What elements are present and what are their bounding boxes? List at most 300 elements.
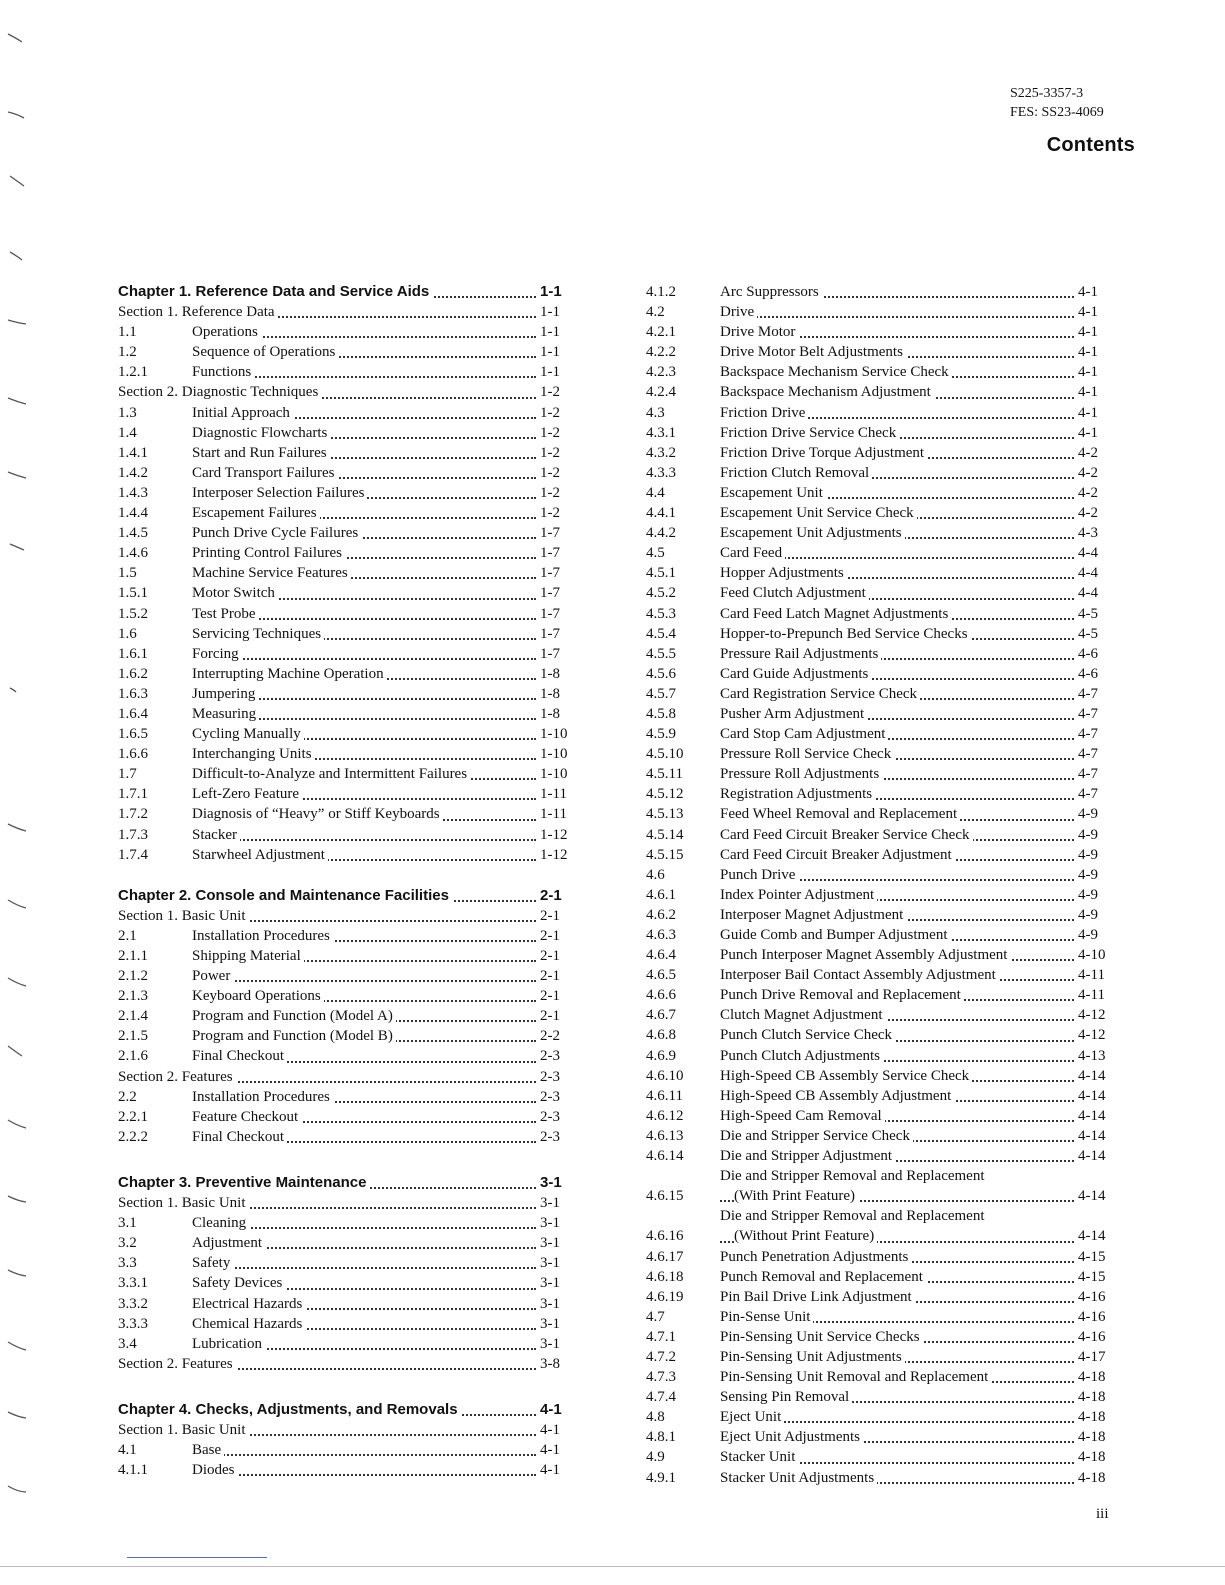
toc-entry-number: 4.5.15 (646, 846, 684, 863)
toc-entry[interactable] (646, 985, 1116, 1005)
toc-entry-page: 4-1 (540, 1462, 560, 1479)
toc-entry[interactable] (118, 664, 578, 684)
toc-entry-title: Diagnostic Flowcharts (192, 425, 330, 441)
toc-entry-number: 3.4 (118, 1335, 137, 1352)
toc-entry-title: Punch Drive (720, 867, 798, 883)
toc-spacer (118, 865, 578, 886)
toc-entry-page: 4-12 (1078, 1027, 1106, 1044)
toc-entry[interactable] (646, 905, 1116, 925)
toc-entry-page: 4-1 (1078, 364, 1098, 381)
binding-mark (8, 1046, 22, 1056)
toc-entry-number: 1.2.1 (118, 364, 148, 381)
toc-entry-title: Start and Run Failures (192, 445, 330, 461)
toc-entry-title: Card Stop Cam Adjustment (720, 726, 888, 742)
toc-entry-page: 4-14 (1078, 1188, 1106, 1205)
toc-entry[interactable] (646, 1468, 1116, 1488)
toc-entry[interactable] (646, 1407, 1116, 1427)
toc-entry-page: 3-1 (540, 1173, 562, 1191)
toc-entry[interactable] (118, 845, 578, 865)
toc-entry[interactable] (118, 1273, 578, 1293)
toc-entry-title: Clutch Magnet Adjustment (720, 1007, 886, 1023)
toc-entry-page: 2-1 (540, 988, 560, 1005)
toc-entry-page: 4-2 (1078, 484, 1098, 501)
toc-entry-page: 4-1 (1078, 304, 1098, 321)
toc-entry[interactable] (646, 1025, 1116, 1045)
toc-entry-page: 4-9 (1078, 846, 1098, 863)
toc-entry-title: Interposer Bail Contact Assembly Adjustment (720, 967, 999, 983)
toc-entry[interactable] (118, 784, 578, 804)
toc-entry-page: 1-12 (540, 826, 568, 843)
toc-entry-number: 1.3 (118, 404, 137, 421)
toc-entry-number: 4.5 (646, 545, 665, 562)
toc-entry-title: Section 1. Basic Unit (118, 908, 249, 924)
toc-entry[interactable] (118, 966, 578, 986)
toc-entry-title: Punch Removal and Replacement (720, 1269, 926, 1285)
toc-section-heading[interactable] (118, 1420, 578, 1440)
toc-entry[interactable] (646, 1427, 1116, 1447)
toc-entry-title: Power (192, 968, 233, 984)
toc-entry-number: 4.2.3 (646, 364, 676, 381)
toc-entry[interactable] (118, 423, 578, 443)
toc-entry[interactable] (118, 342, 578, 362)
toc-entry[interactable] (646, 1307, 1116, 1327)
toc-entry-number: 4.8 (646, 1409, 665, 1426)
toc-entry[interactable] (118, 1294, 578, 1314)
toc-entry-number: 4.3.3 (646, 464, 676, 481)
toc-entry-page: 4-18 (1078, 1429, 1106, 1446)
toc-entry[interactable] (118, 804, 578, 824)
binding-mark (8, 398, 26, 404)
toc-spacer (118, 1374, 578, 1400)
toc-entry[interactable] (646, 664, 1116, 684)
toc-entry-title: Final Checkout (192, 1129, 287, 1145)
toc-entry-title: Backspace Mechanism Adjustment (720, 384, 934, 400)
toc-entry[interactable] (646, 744, 1116, 764)
toc-entry-title: Card Feed (720, 545, 785, 561)
toc-entry-number: 4.6.17 (646, 1248, 684, 1265)
toc-entry-number: 1.6.6 (118, 746, 148, 763)
toc-entry[interactable] (646, 684, 1116, 704)
toc-section-heading[interactable] (118, 1193, 578, 1213)
toc-entry[interactable] (646, 965, 1116, 985)
toc-entry-page: 2-1 (540, 1008, 560, 1025)
toc-entry-number: 1.4.6 (118, 545, 148, 562)
toc-entry-title: Keyboard Operations (192, 988, 324, 1004)
toc-entry-title: Eject Unit (720, 1409, 784, 1425)
toc-entry-page: 4-15 (1078, 1268, 1106, 1285)
toc-entry-number: 4.5.6 (646, 665, 676, 682)
toc-entry-title: Index Pointer Adjustment (720, 887, 877, 903)
toc-entry-title: Pusher Arm Adjustment (720, 706, 867, 722)
toc-entry[interactable] (118, 1006, 578, 1026)
toc-entry-number: 4.6.14 (646, 1148, 684, 1165)
toc-entry-page: 1-2 (540, 444, 560, 461)
toc-entry[interactable] (118, 1314, 578, 1334)
toc-entry-page: 4-15 (1078, 1248, 1106, 1265)
toc-entry[interactable] (646, 282, 1116, 302)
toc-entry-number: 1.2 (118, 344, 137, 361)
toc-entry-title: Card Feed Circuit Breaker Service Check (720, 827, 973, 843)
toc-entry[interactable] (118, 543, 578, 563)
toc-entry-title: Die and Stripper Service Check (720, 1128, 913, 1144)
toc-entry-title: Punch Drive Removal and Replacement (720, 987, 964, 1003)
toc-entry[interactable] (646, 1146, 1116, 1166)
toc-entry[interactable] (646, 1287, 1116, 1307)
binding-mark (8, 320, 26, 324)
toc-entry-page: 2-1 (540, 948, 560, 964)
toc-entry[interactable] (646, 523, 1116, 543)
toc-entry-number: 4.7.2 (646, 1348, 676, 1365)
dot-leader (192, 980, 536, 982)
toc-entry-number: 4.5.2 (646, 585, 676, 602)
toc-entry[interactable] (646, 1447, 1116, 1467)
toc-entry[interactable] (118, 362, 578, 382)
toc-entry-title: Forcing (192, 646, 242, 662)
toc-entry-page: 2-1 (540, 968, 560, 985)
toc-entry-page: 1-2 (540, 424, 560, 441)
toc-entry-page: 2-3 (540, 1088, 560, 1105)
footer-link-underline (127, 1557, 267, 1558)
toc-entry[interactable] (118, 744, 578, 764)
toc-entry-title: Pressure Roll Service Check (720, 746, 894, 762)
toc-entry-page: 2-1 (540, 907, 560, 924)
toc-entry-page: 3-1 (540, 1235, 560, 1252)
toc-entry[interactable] (118, 483, 578, 503)
toc-entry-title: Pin-Sensing Unit Removal and Replacement (720, 1369, 991, 1385)
toc-entry[interactable] (118, 1253, 578, 1273)
toc-entry[interactable] (118, 503, 578, 523)
toc-entry[interactable] (118, 704, 578, 724)
toc-entry-page: 1-7 (540, 585, 560, 602)
toc-entry-title: Escapement Failures (192, 505, 320, 521)
toc-entry[interactable] (118, 1127, 578, 1147)
toc-entry[interactable] (646, 463, 1116, 483)
toc-entry[interactable] (646, 885, 1116, 905)
toc-chapter-heading[interactable] (118, 1173, 578, 1193)
toc-entry[interactable] (646, 543, 1116, 563)
toc-entry-number: 4.5.9 (646, 726, 676, 743)
toc-entry-number: 1.4.5 (118, 525, 148, 542)
toc-chapter-heading[interactable] (118, 282, 578, 302)
toc-entry-title: Drive Motor (720, 324, 798, 340)
toc-section-heading[interactable] (118, 382, 578, 402)
toc-entry-page: 4-1 (1078, 424, 1098, 441)
toc-entry[interactable] (118, 523, 578, 543)
toc-entry[interactable] (646, 322, 1116, 342)
toc-entry[interactable] (646, 1247, 1116, 1267)
toc-entry-page: 4-18 (1078, 1449, 1106, 1466)
toc-entry-page: 1-8 (540, 705, 560, 722)
toc-entry-page: 4-1 (1078, 324, 1098, 341)
toc-entry[interactable] (646, 865, 1116, 885)
toc-entry[interactable] (646, 724, 1116, 744)
binding-mark (8, 112, 24, 118)
toc-entry-page: 1-1 (540, 324, 560, 341)
fes-number: FES: SS23-4069 (1010, 105, 1104, 120)
toc-entry[interactable] (646, 624, 1116, 644)
toc-entry-title: Printing Control Failures (192, 545, 345, 561)
toc-entry-page: 4-14 (1078, 1107, 1106, 1124)
toc-entry[interactable] (646, 1347, 1116, 1367)
binding-mark (8, 900, 26, 908)
toc-section-heading[interactable] (118, 302, 578, 322)
toc-entry[interactable] (646, 1106, 1116, 1126)
toc-entry-page: 2-3 (540, 1048, 560, 1065)
toc-entry-number: 4.6.2 (646, 906, 676, 923)
toc-section-heading[interactable] (118, 906, 578, 926)
toc-entry-title: Pin-Sense Unit (720, 1309, 813, 1325)
toc-entry-title: Program and Function (Model B) (192, 1028, 396, 1044)
toc-entry-title: Motor Switch (192, 585, 278, 601)
toc-entry-title: Machine Service Features (192, 565, 351, 581)
toc-entry-page: 3-1 (540, 1295, 560, 1312)
toc-entry-page: 4-3 (1078, 525, 1098, 542)
toc-entry[interactable] (118, 403, 578, 423)
toc-entry-title: Stacker (192, 827, 240, 843)
toc-entry-page: 2-3 (540, 1128, 560, 1145)
toc-entry-title: Diodes (192, 1462, 238, 1478)
toc-entry[interactable] (646, 483, 1116, 503)
toc-entry[interactable] (118, 624, 578, 644)
toc-entry-page: 4-13 (1078, 1047, 1106, 1064)
toc-entry-page: 1-7 (540, 545, 560, 562)
toc-entry-page: 1-1 (540, 344, 560, 361)
toc-entry-page: 4-1 (1078, 404, 1098, 421)
toc-entry[interactable] (646, 1367, 1116, 1387)
toc-entry-page: 1-2 (540, 384, 560, 401)
toc-entry[interactable] (646, 423, 1116, 443)
toc-entry[interactable] (646, 945, 1116, 965)
toc-entry[interactable] (118, 644, 578, 664)
toc-entry[interactable] (646, 1126, 1116, 1146)
toc-entry-title: Adjustment (192, 1235, 265, 1251)
toc-entry[interactable] (118, 563, 578, 583)
toc-entry-title: High-Speed CB Assembly Service Check (720, 1068, 972, 1084)
toc-entry-number: 4.2.2 (646, 344, 676, 361)
toc-entry[interactable] (646, 825, 1116, 845)
toc-entry-number: 4.2.4 (646, 384, 676, 401)
toc-entry-title: High-Speed Cam Removal (720, 1108, 885, 1124)
toc-entry-page: 1-7 (540, 565, 560, 582)
toc-entry-page: 1-7 (540, 605, 560, 622)
toc-entry[interactable] (118, 926, 578, 946)
toc-chapter-heading[interactable] (118, 886, 578, 906)
toc-entry-number: 1.6 (118, 625, 137, 642)
toc-entry-title: Card Feed Latch Magnet Adjustments (720, 606, 951, 622)
binding-mark (8, 34, 22, 42)
dot-leader (720, 316, 1074, 318)
toc-entry[interactable] (118, 1233, 578, 1253)
toc-entry[interactable] (646, 1166, 1116, 1206)
toc-entry-title: Pressure Rail Adjustments (720, 646, 881, 662)
toc-entry-page: 1-10 (540, 726, 568, 743)
toc-entry-title: Section 1. Basic Unit (118, 1422, 249, 1438)
toc-entry-title: Card Guide Adjustments (720, 666, 871, 682)
toc-entry-page: 4-1 (540, 1421, 560, 1438)
toc-entry-title-continued: (Without Print Feature) (734, 1228, 877, 1244)
toc-entry-title: Stacker Unit Adjustments (720, 1470, 877, 1486)
toc-entry[interactable] (646, 1267, 1116, 1287)
toc-entry-number: 4.3.2 (646, 444, 676, 461)
toc-entry[interactable] (646, 503, 1116, 523)
toc-section-heading[interactable] (118, 1354, 578, 1374)
toc-entry-number: 4.3 (646, 404, 665, 421)
toc-entry[interactable] (646, 563, 1116, 583)
toc-entry[interactable] (646, 704, 1116, 724)
toc-entry-page: 4-1 (1078, 344, 1098, 361)
toc-entry-number: 4.7.3 (646, 1369, 676, 1386)
toc-entry-title: Chapter 4. Checks, Adjustments, and Removals (118, 1401, 461, 1418)
toc-entry[interactable] (646, 804, 1116, 824)
toc-entry-page: 3-8 (540, 1355, 560, 1372)
toc-entry[interactable] (646, 1066, 1116, 1086)
binding-mark (8, 1120, 26, 1128)
toc-entry-number: 3.3.1 (118, 1275, 148, 1292)
toc-entry[interactable] (118, 986, 578, 1006)
toc-entry-page: 4-18 (1078, 1389, 1106, 1406)
toc-entry[interactable] (118, 764, 578, 784)
toc-entry-title: Servicing Techniques (192, 626, 324, 642)
toc-entry-title: Interchanging Units (192, 746, 315, 762)
toc-entry-number: 4.6.8 (646, 1027, 676, 1044)
toc-entry[interactable] (646, 443, 1116, 463)
toc-entry[interactable] (646, 302, 1116, 322)
toc-entry[interactable] (646, 403, 1116, 423)
toc-entry-page: 4-12 (1078, 1007, 1106, 1024)
toc-entry[interactable] (646, 925, 1116, 945)
toc-entry[interactable] (118, 1107, 578, 1127)
toc-entry[interactable] (646, 342, 1116, 362)
toc-entry[interactable] (646, 1327, 1116, 1347)
toc-entry-page: 4-11 (1078, 967, 1105, 984)
toc-entry[interactable] (118, 604, 578, 624)
toc-entry[interactable] (118, 684, 578, 704)
toc-entry-number: 1.4.3 (118, 484, 148, 501)
toc-entry[interactable] (118, 946, 578, 966)
toc-entry-page: 4-5 (1078, 605, 1098, 622)
toc-entry-number: 2.1.6 (118, 1048, 148, 1065)
toc-entry[interactable] (646, 1387, 1116, 1407)
toc-entry-page: 4-4 (1078, 585, 1098, 602)
toc-entry-title: Escapement Unit Adjustments (720, 525, 905, 541)
toc-entry[interactable] (646, 764, 1116, 784)
toc-entry-page: 4-4 (1078, 565, 1098, 582)
toc-entry-number: 3.3.3 (118, 1315, 148, 1332)
toc-entry[interactable] (646, 1046, 1116, 1066)
toc-entry[interactable] (118, 1046, 578, 1066)
toc-entry-number: 4.6.9 (646, 1047, 676, 1064)
toc-entry-title: Sequence of Operations (192, 344, 338, 360)
toc-entry-title: Die and Stripper Removal and Replacement (720, 1208, 985, 1225)
toc-entry-title: Operations (192, 324, 261, 340)
toc-entry-page: 4-18 (1078, 1409, 1106, 1426)
toc-entry-number: 4.5.13 (646, 806, 684, 823)
toc-entry[interactable] (646, 1005, 1116, 1025)
toc-entry-page: 4-16 (1078, 1288, 1106, 1305)
toc-chapter-heading[interactable] (118, 1400, 578, 1420)
toc-entry[interactable] (118, 583, 578, 603)
toc-entry[interactable] (646, 1086, 1116, 1106)
toc-entry-title: Guide Comb and Bumper Adjustment (720, 927, 950, 943)
footer-rule (0, 1566, 1225, 1567)
toc-entry-number: 4.6.4 (646, 947, 676, 964)
toc-entry[interactable] (646, 382, 1116, 402)
toc-entry-page: 1-11 (540, 786, 567, 803)
binding-mark (8, 1196, 26, 1202)
toc-entry-title: Sensing Pin Removal (720, 1389, 852, 1405)
toc-entry-number: 4.2.1 (646, 324, 676, 341)
page-heading: Contents (1046, 134, 1135, 156)
toc-entry-number: 4.1 (118, 1442, 137, 1459)
toc-entry[interactable] (118, 322, 578, 342)
toc-entry-number: 1.5.1 (118, 585, 148, 602)
toc-entry-number: 1.7.2 (118, 806, 148, 823)
toc-entry-number: 4.6.5 (646, 967, 676, 984)
toc-entry[interactable] (118, 1440, 578, 1460)
toc-entry[interactable] (118, 1334, 578, 1354)
toc-entry[interactable] (118, 463, 578, 483)
toc-entry[interactable] (646, 1206, 1116, 1246)
toc-entry-page: 2-2 (540, 1028, 560, 1045)
toc-entry-title: Chapter 3. Preventive Maintenance (118, 1174, 369, 1191)
toc-entry[interactable] (118, 443, 578, 463)
toc-entry-number: 1.5 (118, 565, 137, 582)
toc-entry-page: 4-1 (1078, 384, 1098, 401)
binding-marks (0, 0, 40, 1585)
toc-entry-title: Installation Procedures (192, 928, 333, 944)
toc-entry-title-continued: (With Print Feature) (734, 1188, 858, 1204)
toc-entry-page: 4-7 (1078, 746, 1098, 763)
toc-entry-title: Shipping Material (192, 948, 304, 964)
toc-entry-number: 4.5.1 (646, 565, 676, 582)
toc-entry-title: Friction Drive Torque Adjustment (720, 445, 927, 461)
toc-entry-page: 4-7 (1078, 705, 1098, 722)
toc-entry[interactable] (646, 583, 1116, 603)
toc-entry[interactable] (118, 1213, 578, 1233)
toc-entry-number: 4.9 (646, 1449, 665, 1466)
toc-entry-number: 4.1.2 (646, 284, 676, 300)
toc-entry[interactable] (118, 825, 578, 845)
toc-entry-title: Starwheel Adjustment (192, 847, 328, 863)
toc-entry[interactable] (646, 784, 1116, 804)
toc-entry[interactable] (118, 1460, 578, 1480)
toc-entry-number: 4.7.4 (646, 1389, 676, 1406)
toc-entry[interactable] (118, 724, 578, 744)
toc-entry-page: 4-9 (1078, 906, 1098, 923)
dot-leader (192, 1474, 536, 1476)
toc-entry[interactable] (118, 1026, 578, 1046)
toc-section-heading[interactable] (118, 1067, 578, 1087)
toc-entry-number: 4.5.12 (646, 786, 684, 803)
toc-entry-title: Cycling Manually (192, 726, 304, 742)
toc-entry[interactable] (646, 845, 1116, 865)
toc-entry-page: 3-1 (540, 1195, 560, 1212)
toc-entry-number: 2.1.5 (118, 1028, 148, 1045)
binding-mark (8, 1342, 26, 1350)
toc-entry[interactable] (646, 644, 1116, 664)
document-id (1010, 84, 1104, 122)
toc-entry-number: 4.5.14 (646, 826, 684, 843)
toc-entry-page: 4-16 (1078, 1328, 1106, 1345)
toc-entry[interactable] (646, 604, 1116, 624)
toc-left-column (118, 282, 578, 1480)
toc-entry-title: Card Transport Failures (192, 465, 338, 481)
toc-entry-title: Backspace Mechanism Service Check (720, 364, 952, 380)
toc-entry-title: Difficult-to-Analyze and Intermittent Failures (192, 766, 470, 782)
toc-entry[interactable] (118, 1087, 578, 1107)
toc-entry-number: 1.6.3 (118, 685, 148, 702)
toc-entry[interactable] (646, 362, 1116, 382)
